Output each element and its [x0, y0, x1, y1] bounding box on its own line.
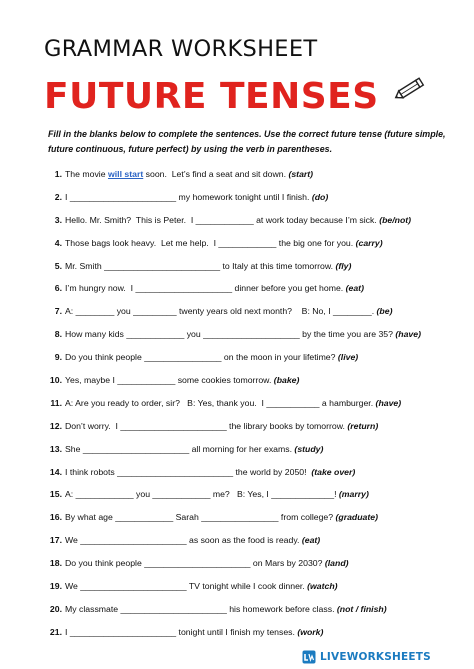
exercise-item: [0, 467, 474, 490]
exercise-sentence: [65, 306, 392, 317]
exercise-item: [0, 306, 474, 329]
exercise-sentence: [65, 169, 313, 180]
exercise-item: [0, 283, 474, 306]
sentence-text: Hello. Mr. Smith? This is Peter. I ____________ at work today because I’m sick.: [65, 214, 380, 225]
exercise-sentence: [65, 489, 369, 500]
sentence-text: Yes, maybe I ____________ some cookies tomorrow.: [65, 375, 274, 386]
sentence-text: By what age ____________ Sarah ________________ from college?: [65, 512, 336, 523]
exercise-number: 9.: [54, 352, 62, 363]
exercise-sentence: [65, 375, 299, 386]
exercise-item: [0, 421, 474, 444]
verb-hint: (watch): [307, 581, 338, 592]
exercise-sentence: [65, 581, 338, 592]
sentence-text: We ______________________ TV tonight while I cook dinner.: [65, 581, 308, 592]
verb-hint: (have): [395, 329, 421, 340]
exercise-number: 5.: [54, 260, 62, 271]
exercise-item: [0, 238, 474, 261]
exercise-number: 19.: [49, 581, 62, 592]
exercise-number: 15.: [49, 489, 62, 500]
worksheet-title: GRAMMAR WORKSHEET: [44, 36, 318, 62]
exercise-number: 4.: [54, 237, 62, 248]
exercise-sentence: [65, 467, 355, 478]
exercise-item: [0, 489, 474, 512]
exercise-sentence: [65, 238, 383, 249]
verb-hint: (do): [311, 191, 329, 202]
exercise-item: [0, 558, 474, 581]
worksheet-subtitle: FUTURE TENSES: [44, 76, 379, 117]
verb-hint: (take over): [311, 466, 356, 477]
exercise-sentence: [65, 627, 323, 638]
exercise-number: 8.: [54, 329, 62, 340]
pencil-icon: [393, 74, 429, 102]
verb-hint: (be/not): [379, 214, 412, 225]
sentence-text: I’m hungry now. I ____________________ dinner before you get home.: [65, 283, 346, 294]
exercise-list: [0, 169, 474, 650]
exercise-number: 1.: [54, 169, 62, 179]
exercise-sentence: [65, 535, 320, 546]
verb-hint: (be): [376, 306, 393, 317]
exercise-item: [0, 329, 474, 352]
verb-hint: (return): [347, 420, 379, 431]
exercise-number: 18.: [49, 558, 62, 569]
sentence-text: Those bags look heavy. Let me help. I ____________ the big one for you.: [65, 237, 356, 248]
exercise-number: 16.: [49, 512, 62, 523]
exercise-number: 2.: [54, 191, 62, 202]
verb-hint: (live): [337, 352, 359, 363]
example-answer: will start: [107, 169, 144, 179]
exercise-sentence: [65, 398, 401, 409]
exercise-number: 12.: [49, 420, 62, 431]
exercise-number: 7.: [54, 306, 62, 317]
exercise-number: 21.: [49, 626, 62, 637]
verb-hint: (graduate): [335, 512, 378, 523]
exercise-sentence: [65, 421, 378, 432]
verb-hint: (start): [288, 169, 314, 179]
sentence-text: A: ____________ you ____________ me? B: Yes, I _____________!: [65, 489, 339, 500]
exercise-item: [0, 627, 474, 650]
exercise-item: [0, 261, 474, 284]
sentence-text: Don’t worry. I ______________________ the library books by tomorrow.: [65, 420, 348, 431]
sentence-text: How many kids ____________ you ____________________ by the time you are 35?: [65, 329, 396, 340]
exercise-sentence: [65, 558, 349, 569]
exercise-sentence: [65, 329, 421, 340]
liveworksheets-logo-icon: [302, 650, 316, 664]
exercise-number: 6.: [54, 283, 62, 294]
footer-brand: [302, 648, 472, 666]
verb-hint: (work): [297, 626, 324, 637]
sentence-text: A: Are you ready to order, sir? B: Yes, thank you. I ___________ a hamburger.: [65, 397, 376, 408]
exercise-item: [0, 535, 474, 558]
verb-hint: (not / finish): [336, 603, 387, 614]
exercise-item: [0, 581, 474, 604]
sentence-text: soon. Let’s find a seat and sit down.: [143, 169, 289, 179]
sentence-text: My classmate ______________________ his homework before class.: [65, 603, 337, 614]
sentence-text: A: ________ you _________ twenty years old next month? B: No, I ________.: [65, 306, 377, 317]
exercise-item: [0, 398, 474, 421]
exercise-item: [0, 375, 474, 398]
exercise-number: 20.: [49, 603, 62, 614]
verb-hint: (have): [375, 397, 402, 408]
verb-hint: (fly): [335, 260, 352, 271]
exercise-item: [0, 215, 474, 238]
sentence-text: She ______________________ all morning for her exams.: [65, 443, 295, 454]
exercise-sentence: [65, 444, 323, 455]
verb-hint: (eat): [345, 283, 364, 294]
sentence-text: Mr. Smith ________________________ to Italy at this time tomorrow.: [65, 260, 336, 271]
verb-hint: (eat): [301, 535, 321, 546]
verb-hint: (marry): [338, 489, 369, 500]
exercise-number: 13.: [49, 443, 62, 454]
sentence-text: The movie: [65, 169, 108, 179]
exercise-sentence: [65, 192, 328, 203]
exercise-item: [0, 512, 474, 535]
exercise-number: 17.: [49, 535, 62, 546]
exercise-item: [0, 604, 474, 627]
exercise-item: [0, 352, 474, 375]
sentence-text: I ______________________ tonight until I finish my tenses.: [65, 626, 298, 637]
exercise-sentence: [65, 215, 411, 226]
verb-hint: (study): [294, 443, 324, 454]
exercise-item: [0, 444, 474, 467]
sentence-text: I ______________________ my homework tonight until I finish.: [65, 191, 312, 202]
exercise-sentence: [65, 512, 378, 523]
footer-brand-text: LIVEWORKSHEETS: [320, 651, 431, 663]
instructions: Fill in the blanks below to complete the sentences. Use the correct future tense (future simple, future continuous, future perfect) by using the verb in parentheses.: [48, 129, 446, 154]
exercise-sentence: [65, 283, 364, 294]
exercise-sentence: [65, 604, 387, 615]
verb-hint: (bake): [273, 375, 300, 386]
exercise-item: [0, 192, 474, 215]
exercise-sentence: [65, 261, 351, 272]
exercise-number: 3.: [54, 214, 62, 225]
sentence-text: Do you think people ______________________ on Mars by 2030?: [65, 558, 325, 569]
sentence-text: I think robots ________________________ the world by 2050!: [65, 466, 312, 477]
exercise-item: [0, 169, 474, 192]
verb-hint: (carry): [355, 237, 383, 248]
sentence-text: Do you think people ________________ on the moon in your lifetime?: [65, 352, 338, 363]
sentence-text: We ______________________ as soon as the food is ready.: [65, 535, 302, 546]
exercise-number: 11.: [50, 397, 62, 408]
exercise-number: 10.: [49, 375, 62, 386]
exercise-number: 14.: [49, 466, 62, 477]
exercise-sentence: [65, 352, 358, 363]
verb-hint: (land): [324, 558, 349, 569]
